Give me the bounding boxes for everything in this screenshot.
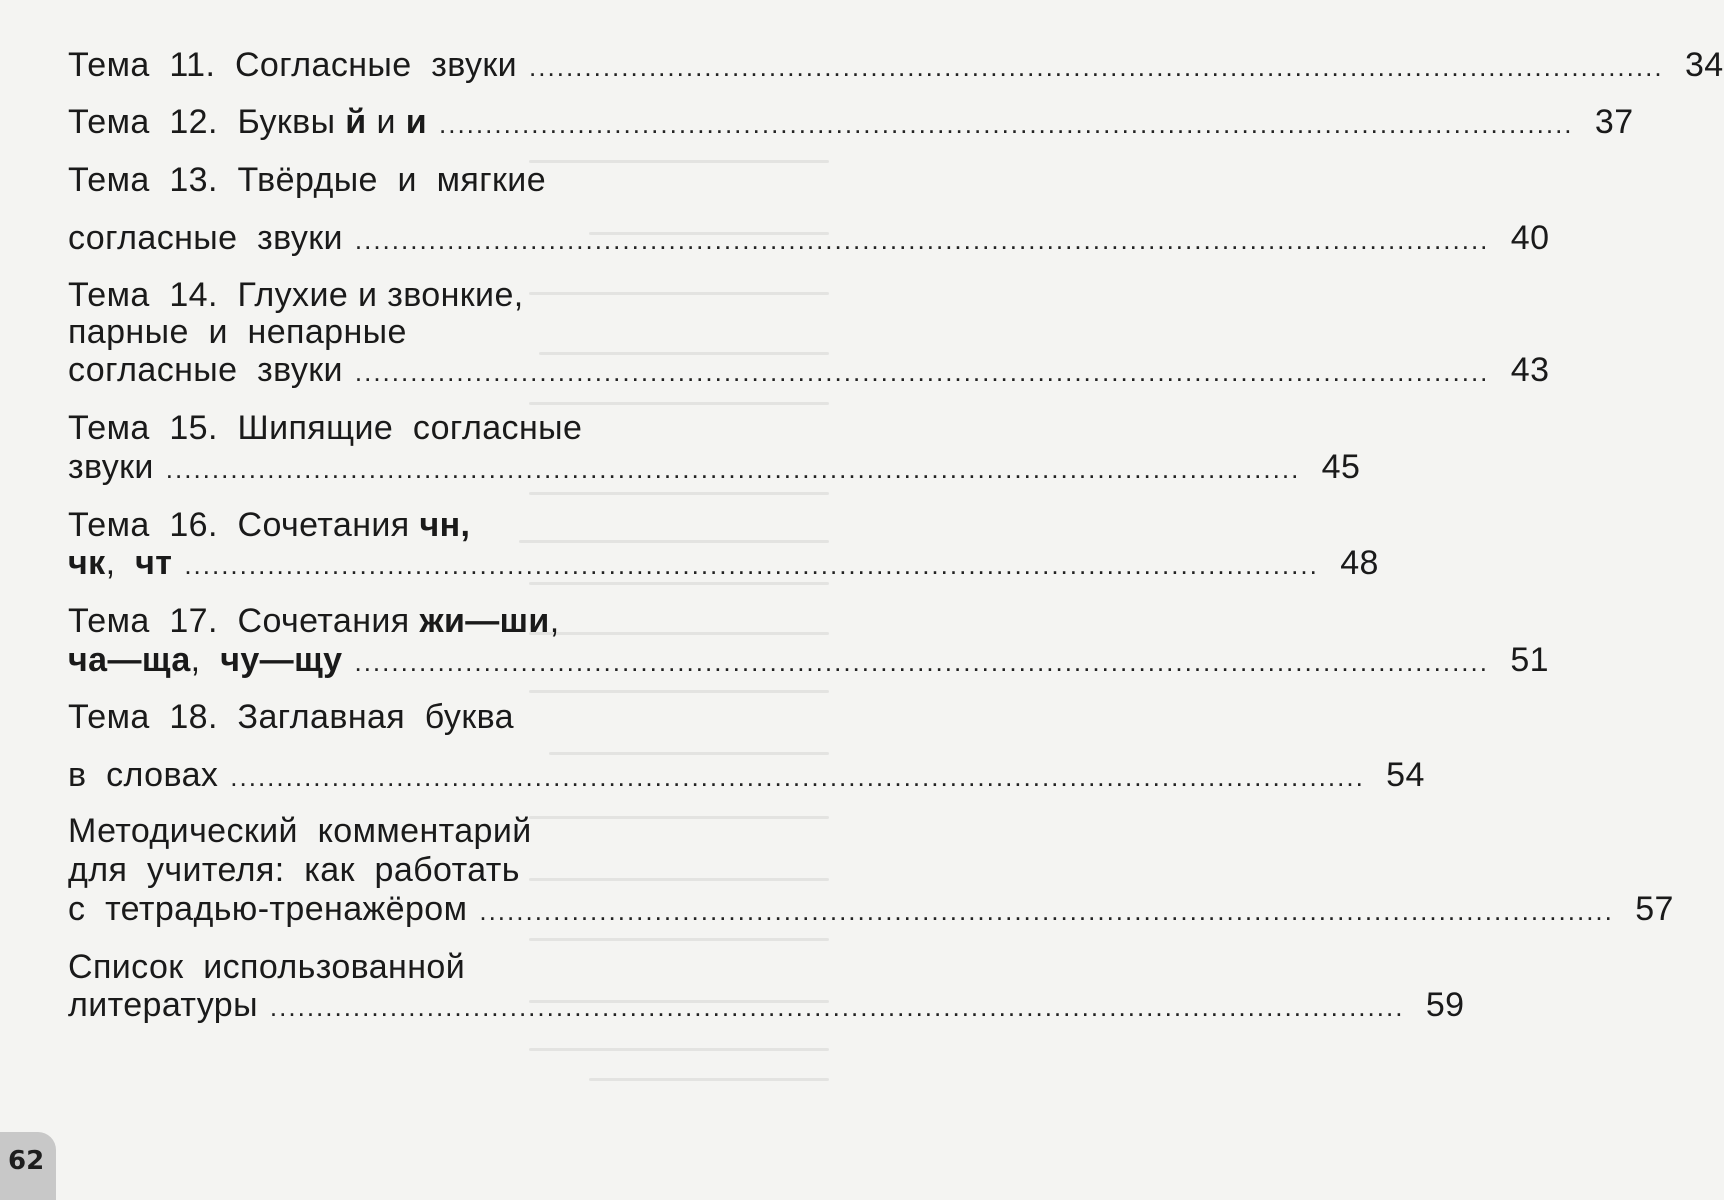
toc-entry-title: звуки	[68, 448, 154, 486]
toc-entry-14-line-3[interactable]	[68, 350, 1550, 390]
toc-entry-11[interactable]	[68, 45, 1724, 85]
toc-entry-14-line-1[interactable]	[68, 275, 824, 315]
bold-letter-combination: жи—ши	[419, 602, 550, 640]
toc-entry-15-line-2[interactable]	[68, 447, 1361, 487]
toc-page-number: 45	[1321, 448, 1361, 486]
dot-leader: ...........................................................................................................................	[269, 992, 1405, 1022]
toc-entry-title: парные и непарные	[68, 313, 407, 351]
bold-letter: й	[345, 103, 367, 141]
dot-leader: ...........................................................................................................................	[165, 454, 1301, 484]
toc-entry-12[interactable]	[68, 102, 1634, 142]
toc-entry-17-line-2[interactable]	[68, 640, 1549, 680]
separator: ,	[549, 602, 560, 640]
toc-entry-title: Тема 16. Сочетания	[68, 506, 420, 544]
toc-entry-methodical-line-3[interactable]	[68, 889, 1674, 929]
toc-entry-16-line-2[interactable]	[68, 543, 1379, 583]
dot-leader: ...........................................................................................................................	[230, 762, 1365, 792]
toc-page-number: 51	[1510, 641, 1549, 679]
toc-page-number: 57	[1635, 890, 1674, 928]
toc-entry-18-line-2[interactable]	[68, 755, 1425, 795]
toc-entry-title: Тема 17. Сочетания	[68, 602, 420, 640]
toc-entry-13-line-1[interactable]	[68, 160, 824, 200]
toc-entry-title-mid: и	[366, 103, 406, 141]
page-number: 62	[8, 1146, 45, 1176]
toc-entry-title: с тетрадью-тренажёром	[68, 890, 468, 928]
toc-page-number: 34	[1684, 46, 1724, 84]
dot-leader: ...........................................................................................................................	[439, 109, 1574, 139]
toc-entry-title: Список использованной	[68, 948, 466, 986]
page-number-badge	[0, 1132, 56, 1200]
toc-entry-title: Тема 13. Твёрдые и мягкие	[68, 161, 547, 199]
toc-entry-title: для учителя: как работать	[68, 851, 520, 889]
dot-leader: ...........................................................................................................................	[529, 52, 1664, 82]
toc-page-number: 54	[1386, 756, 1425, 794]
bold-letter-combination: чт	[135, 544, 173, 582]
toc-entry-title: согласные звуки	[68, 219, 343, 257]
bold-letter-combination: ча—ща	[68, 641, 191, 679]
toc-entry-13-line-2[interactable]	[68, 218, 1550, 258]
toc-entry-17-line-1[interactable]	[68, 601, 824, 641]
dot-leader: ...........................................................................................................................	[354, 357, 1490, 387]
toc-entry-references-line-2[interactable]	[68, 985, 1465, 1025]
toc-entry-title: Методический комментарий	[68, 812, 532, 850]
toc-entry-title: в словах	[68, 756, 219, 794]
bold-letter-combination: чк	[68, 544, 106, 582]
dot-leader: ...........................................................................................................................	[479, 896, 1614, 926]
toc-entry-title: согласные звуки	[68, 351, 343, 389]
separator: ,	[105, 544, 136, 582]
toc-entry-title: Тема 15. Шипящие согласные	[68, 409, 583, 447]
bold-letter: и	[405, 103, 428, 141]
dot-leader: ...........................................................................................................................	[354, 647, 1489, 677]
toc-page-number: 48	[1340, 544, 1379, 582]
toc-entry-15-line-1[interactable]	[68, 408, 824, 448]
toc-entry-18-line-1[interactable]	[68, 697, 824, 737]
toc-entry-title: Тема 11. Согласные звуки	[68, 46, 518, 84]
bold-letter-combination: чн,	[419, 506, 471, 544]
toc-page-number: 37	[1594, 103, 1634, 141]
toc-entry-14-line-2[interactable]	[68, 312, 824, 352]
dot-leader: ...........................................................................................................................	[184, 550, 1319, 580]
toc-entry-title: литературы	[68, 986, 258, 1024]
toc-entry-16-line-1[interactable]	[68, 505, 824, 545]
bold-letter-combination: чу—щу	[220, 641, 343, 679]
toc-page-number: 59	[1425, 986, 1465, 1024]
dot-leader: ...........................................................................................................................	[354, 225, 1490, 255]
toc-page-number: 40	[1510, 219, 1550, 257]
separator: ,	[190, 641, 221, 679]
toc-entry-title: Тема 18. Заглавная буква	[68, 698, 514, 736]
toc-entry-references-line-1[interactable]	[68, 947, 824, 987]
toc-entry-title: Тема 12. Буквы	[68, 103, 346, 141]
toc-entry-methodical-line-1[interactable]	[68, 811, 824, 851]
toc-page-number: 43	[1510, 351, 1550, 389]
toc-entry-methodical-line-2[interactable]	[68, 850, 824, 890]
toc-entry-title: Тема 14. Глухие и звонкие,	[68, 276, 524, 314]
